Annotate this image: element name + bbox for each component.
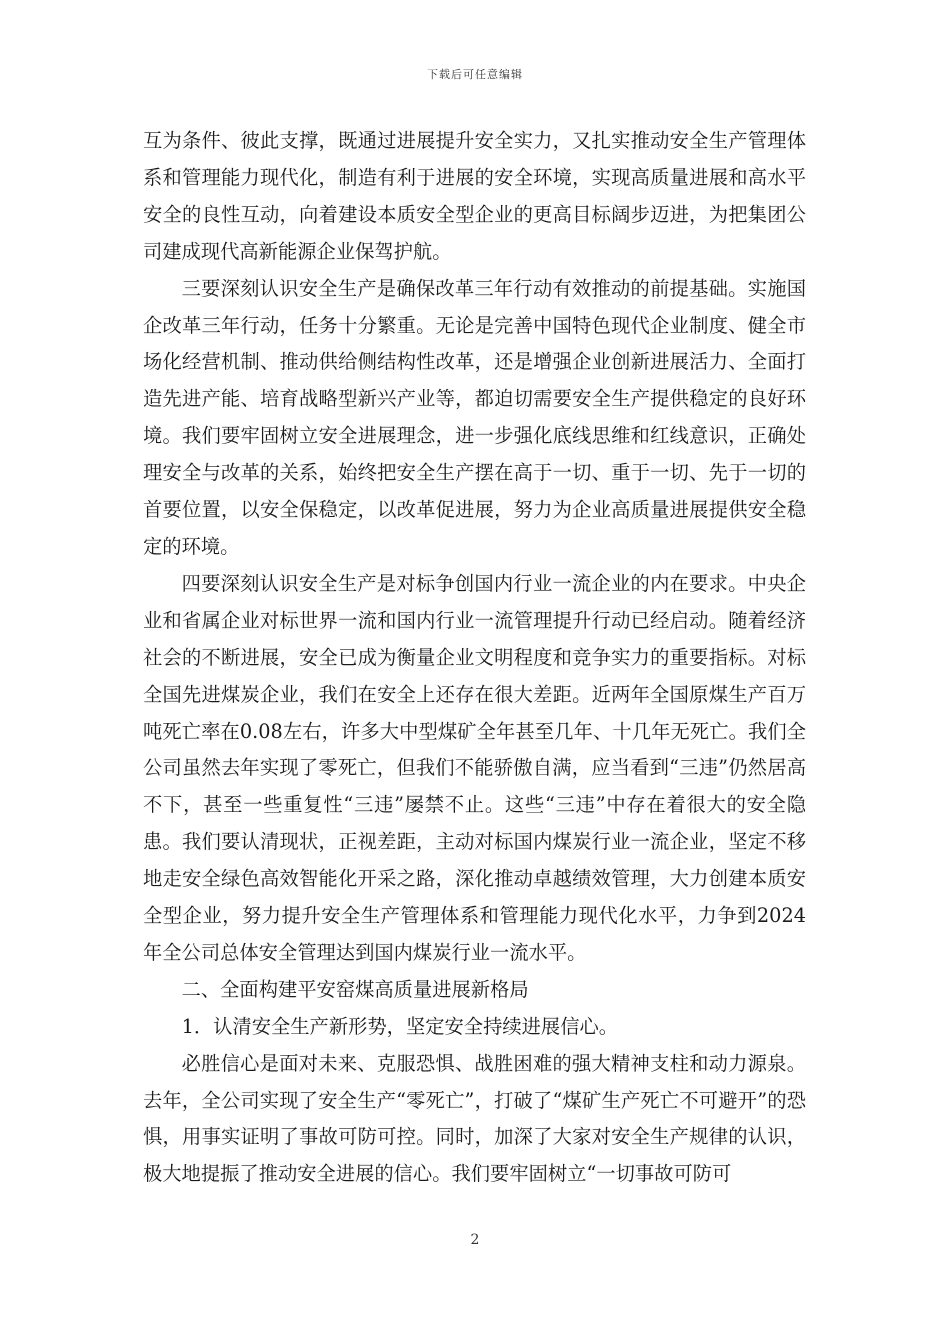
document-body bbox=[143, 123, 806, 1193]
section-heading: 二、全面构建平安窑煤高质量进展新格局 bbox=[181, 977, 529, 1001]
page-header: 下载后可任意编辑 bbox=[427, 68, 523, 81]
paragraph: 四要深刻认识安全生产是对标争创国内行业一流企业的内在要求。中央企业和省属企业对标世界一流和国内行业一流管理提升行动已经启动。随着经济社会的不断进展，安全已成为衡量企业文明程度和竞争实力的重要指标。对标全国先进煤炭企业，我们在安全上还存在很大差距。近两年全国原煤生产百万吨死亡率在0.08左右，许多大中型煤矿全年甚至几年、十几年无死亡。我们全公司虽然去年实现了零死亡，但我们不能骄傲自满，应当看到“三违”仍然居高不下，甚至一些重复性“三违”屡禁不止。这些“三违”中存在着很大的安全隐患。我们要认清现状，正视差距，主动对标国内煤炭行业一流企业，坚定不移地走安全绿色高效智能化开采之路，深化推动卓越绩效管理，大力创建本质安全型企业，努力提升安全生产管理体系和管理能力现代化水平，力争到2024年全公司总体安全管理达到国内煤炭行业一流水平。 bbox=[143, 571, 806, 964]
subsection-heading: 1．认清安全生产新形势，坚定安全持续进展信心。 bbox=[181, 1014, 619, 1038]
page-number: 2 bbox=[470, 1232, 480, 1248]
paragraph: 必胜信心是面对未来、克服恐惧、战胜困难的强大精神支柱和动力源泉。去年，全公司实现了安全生产“零死亡”，打破了“煤矿生产死亡不可避开”的恐惧，用事实证明了事故可防可控。同时，加深了大家对安全生产规律的认识，极大地提振了推动安全进展的信心。我们要牢固树立“一切事故可防可 bbox=[143, 1051, 806, 1186]
paragraph: 互为条件、彼此支撑，既通过进展提升安全实力，又扎实推动安全生产管理体系和管理能力现代化，制造有利于进展的安全环境，实现高质量进展和高水平安全的良性互动，向着建设本质安全型企业的更高目标阔步迈进，为把集团公司建成现代高新能源企业保驾护航。 bbox=[143, 129, 806, 263]
paragraph: 三要深刻认识安全生产是确保改革三年行动有效推动的前提基础。实施国企改革三年行动，任务十分繁重。无论是完善中国特色现代企业制度、健全市场化经营机制、推动供给侧结构性改革，还是增强企业创新进展活力、全面打造先进产能、培育战略型新兴产业等，都迫切需要安全生产提供稳定的良好环境。我们要牢固树立安全进展理念，进一步强化底线思维和红线意识，正确处理安全与改革的关系，始终把安全生产摆在高于一切、重于一切、先于一切的首要位置，以安全保稳定，以改革促进展，努力为企业高质量进展提供安全稳定的环境。 bbox=[143, 276, 806, 558]
